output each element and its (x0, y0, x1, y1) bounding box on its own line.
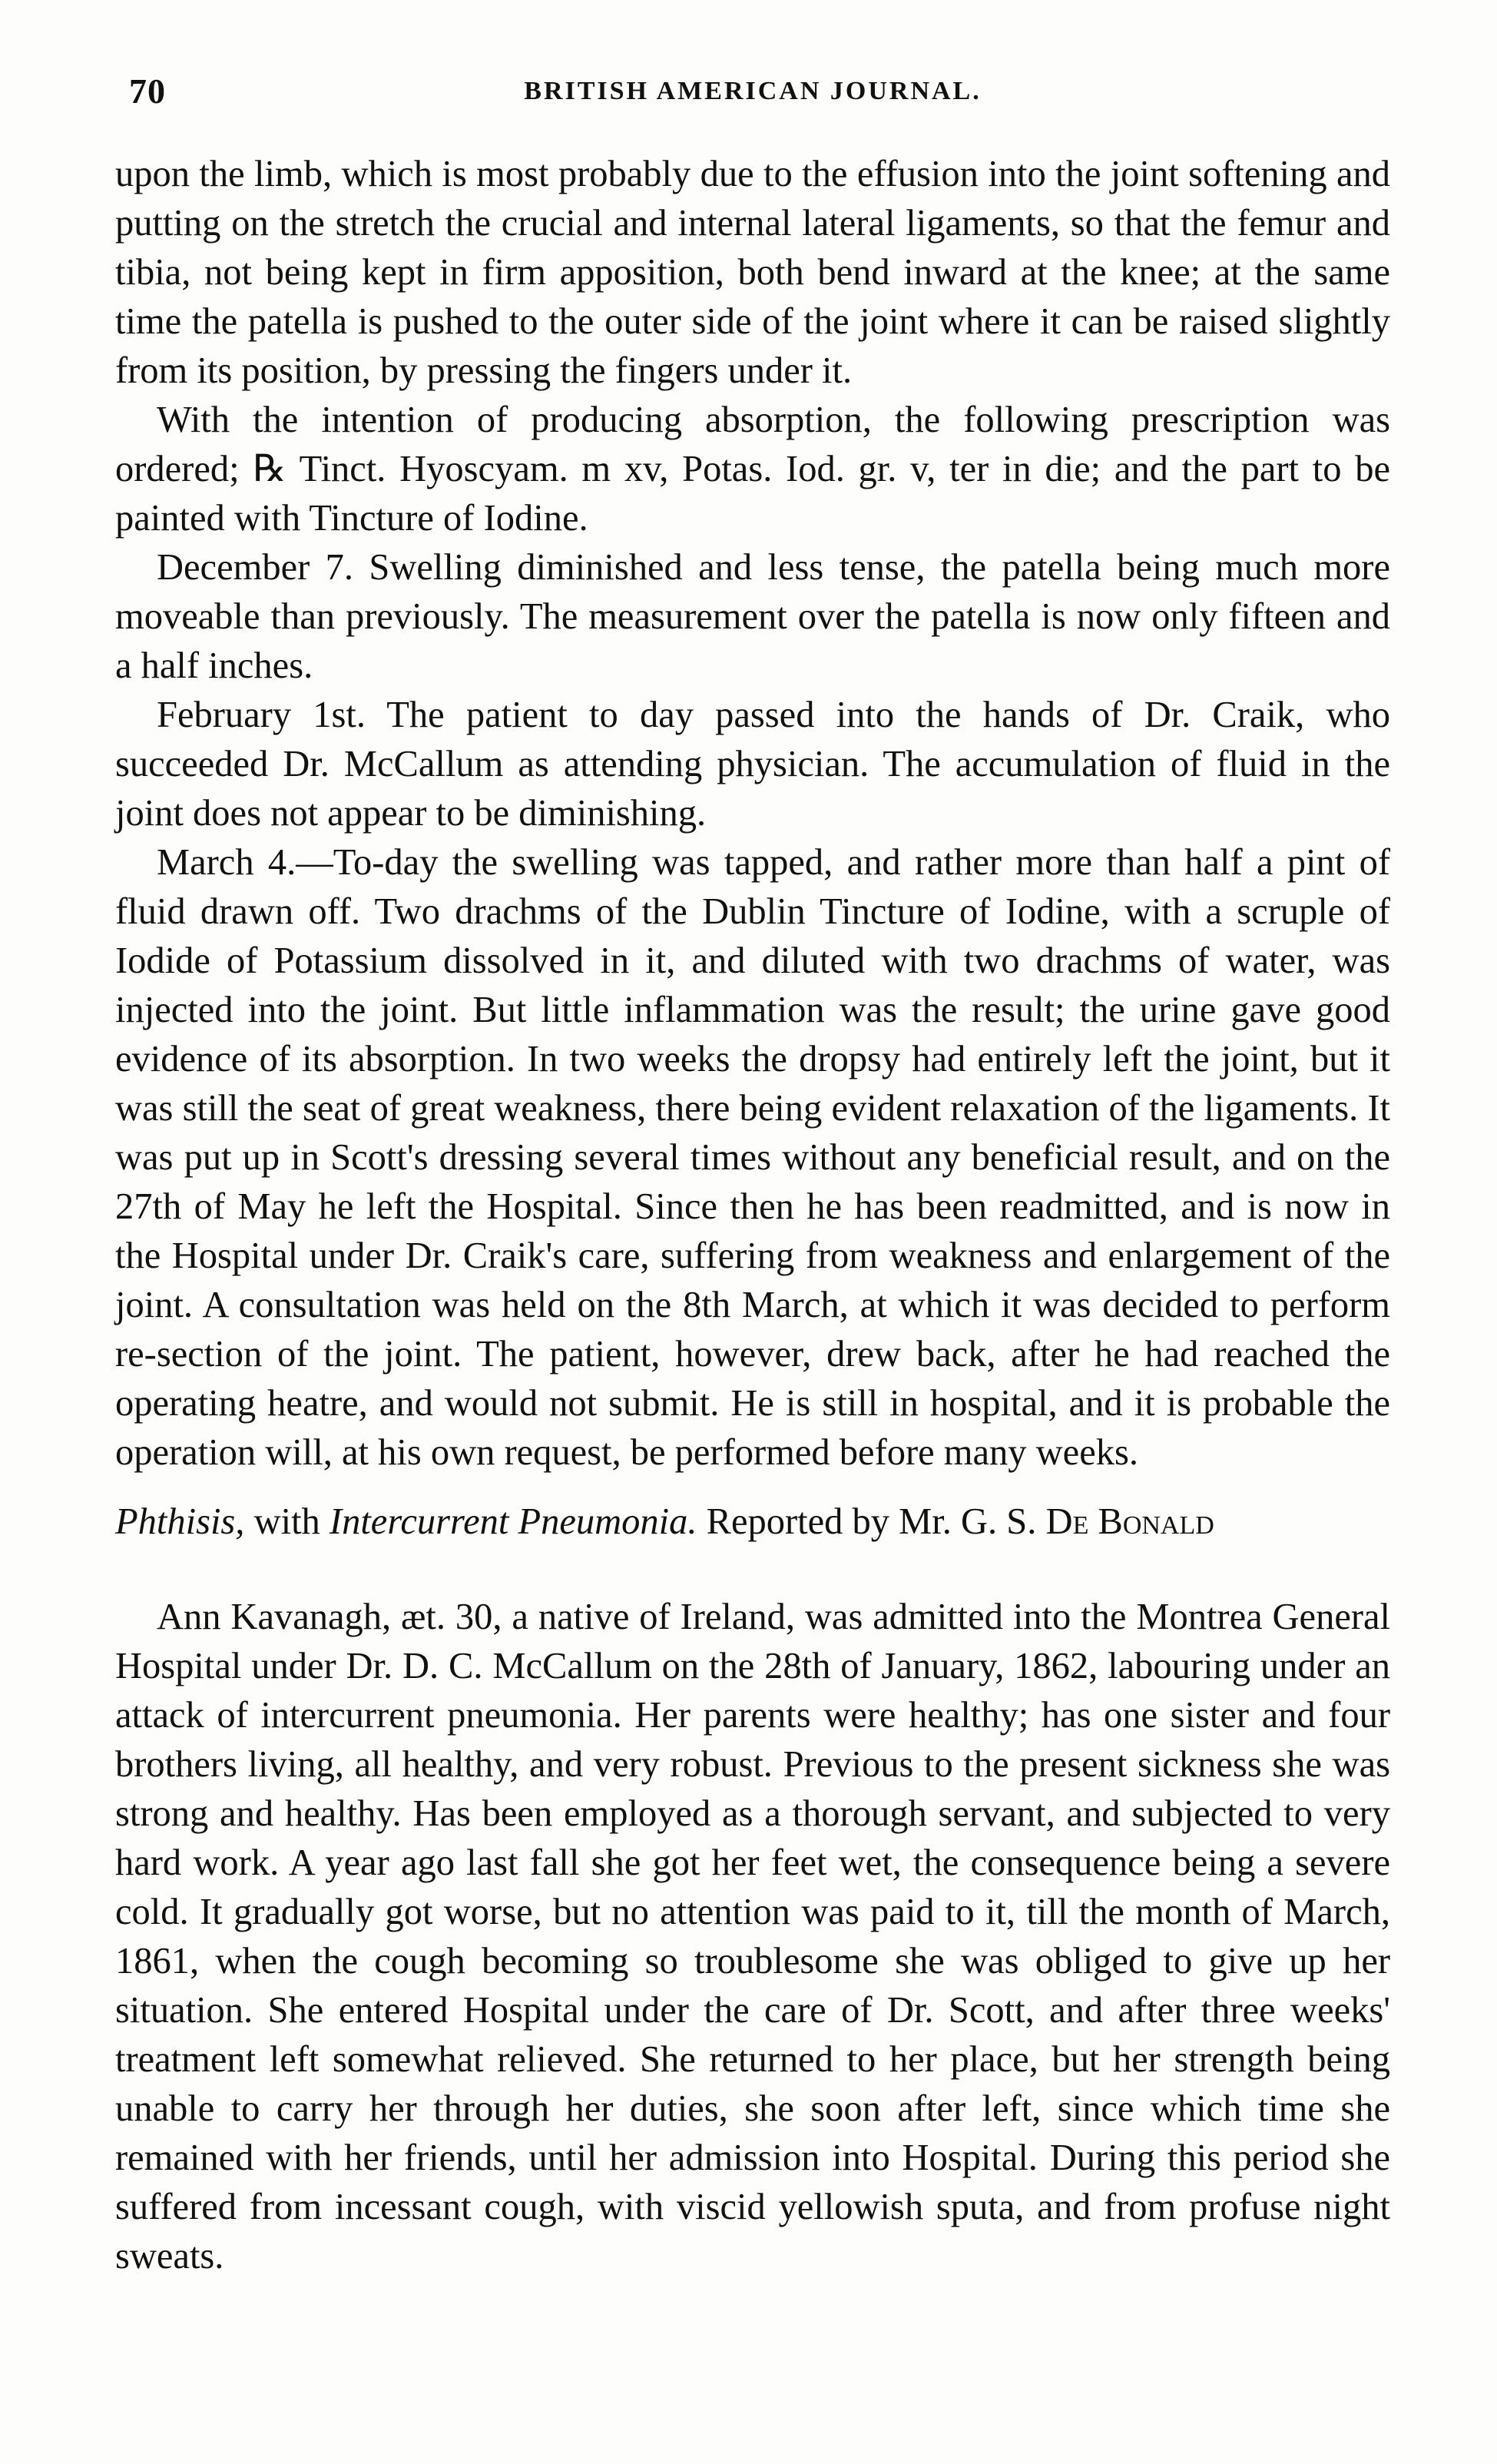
paragraph-case-history: Ann Kavanagh, æt. 30, a native of Ireland, was admitted into the Montrea General Hospital under Dr. D. C. McCallum on the 28th of January, 1862, labouring under an attack of intercurrent pneumonia. Her parents were healthy; has one sister and four brothers living, all healthy, and very robust. Previous to the present sickness she was strong and healthy. Has been employed as a thorough servant, and subjected to very hard work. A year ago last fall she got her feet wet, the consequence being a severe cold. It gradually got worse, but no attention was paid to it, till the month of March, 1861, when the cough becoming so troublesome she was obliged to give up her situation. She entered Hospital under the care of Dr. Scott, and after three weeks' treatment left somewhat relieved. She returned to her place, but her strength being unable to carry her through her duties, she soon after left, since which time she remained with her friends, until her admission into Hospital. During this period she suffered from incessant cough, with viscid yellowish sputa, and from profuse night sweats. (115, 1597, 1390, 2277)
paragraph-continuation: upon the limb, which is most probably due to the effusion into the joint softening and putting on the stretch the crucial and internal lateral ligaments, so that the femur and tibia, not being kept in firm apposition, both bend inward at the knee; at the same time the patella is pushed to the outer side of the joint where it can be raised slightly from its position, by pressing the fingers under it. (115, 154, 1390, 391)
heading-reporter-name: De Bonald (1045, 1501, 1214, 1542)
heading-complication: Intercurrent Pneumonia. (329, 1501, 697, 1542)
heading-reported-by: Reported by Mr. G. S. (706, 1501, 1037, 1542)
page-header (123, 71, 1383, 124)
paragraph-december: December 7. Swelling diminished and less tense, the patella being much more moveable than previously. The measurement over the patella is now only fifteen and a half inches. (115, 547, 1390, 686)
article-body (115, 150, 1390, 2281)
paragraph-february: February 1st. The patient to day passed into the hands of Dr. Craik, who succeeded Dr. McCallum as attending physician. The accumulation of fluid in the joint does not appear to be diminishing. (115, 695, 1390, 834)
heading-disease: Phthisis, (115, 1501, 245, 1542)
running-head: BRITISH AMERICAN JOURNAL. (524, 77, 982, 105)
case-report-heading (115, 1497, 1390, 1547)
page-number: 70 (129, 71, 166, 111)
paragraph-march: March 4.—To-day the swelling was tapped, and rather more than half a pint of fluid drawn off. Two drachms of the Dublin Tincture of Iodine, with a scruple of Iodide of Potassium dissolved in it, and diluted with two drachms of water, was injected into the joint. But little inflammation was the result; the urine gave good evidence of its absorption. In two weeks the dropsy had entirely left the joint, but it was still the seat of great weakness, there being evident relaxation of the ligaments. It was put up in Scott's dressing several times without any beneficial result, and on the 27th of May he left the Hospital. Since then he has been readmitted, and is now in the Hospital under Dr. Craik's care, suffering from weakness and enlargement of the joint. A consultation was held on the 8th March, at which it was decided to perform re-section of the joint. The patient, however, drew back, after he had reached the operating heatre, and would not submit. He is still in hospital, and it is probable the operation will, at his own request, be performed before many weeks. (115, 842, 1390, 1473)
paragraph-prescription: With the intention of producing absorption, the following prescription was ordered; ℞ Tinct. Hyoscyam. m xv, Potas. Iod. gr. v, ter in die; and the part to be painted with Tincture of Iodine. (115, 400, 1390, 539)
heading-with: with (253, 1501, 320, 1542)
